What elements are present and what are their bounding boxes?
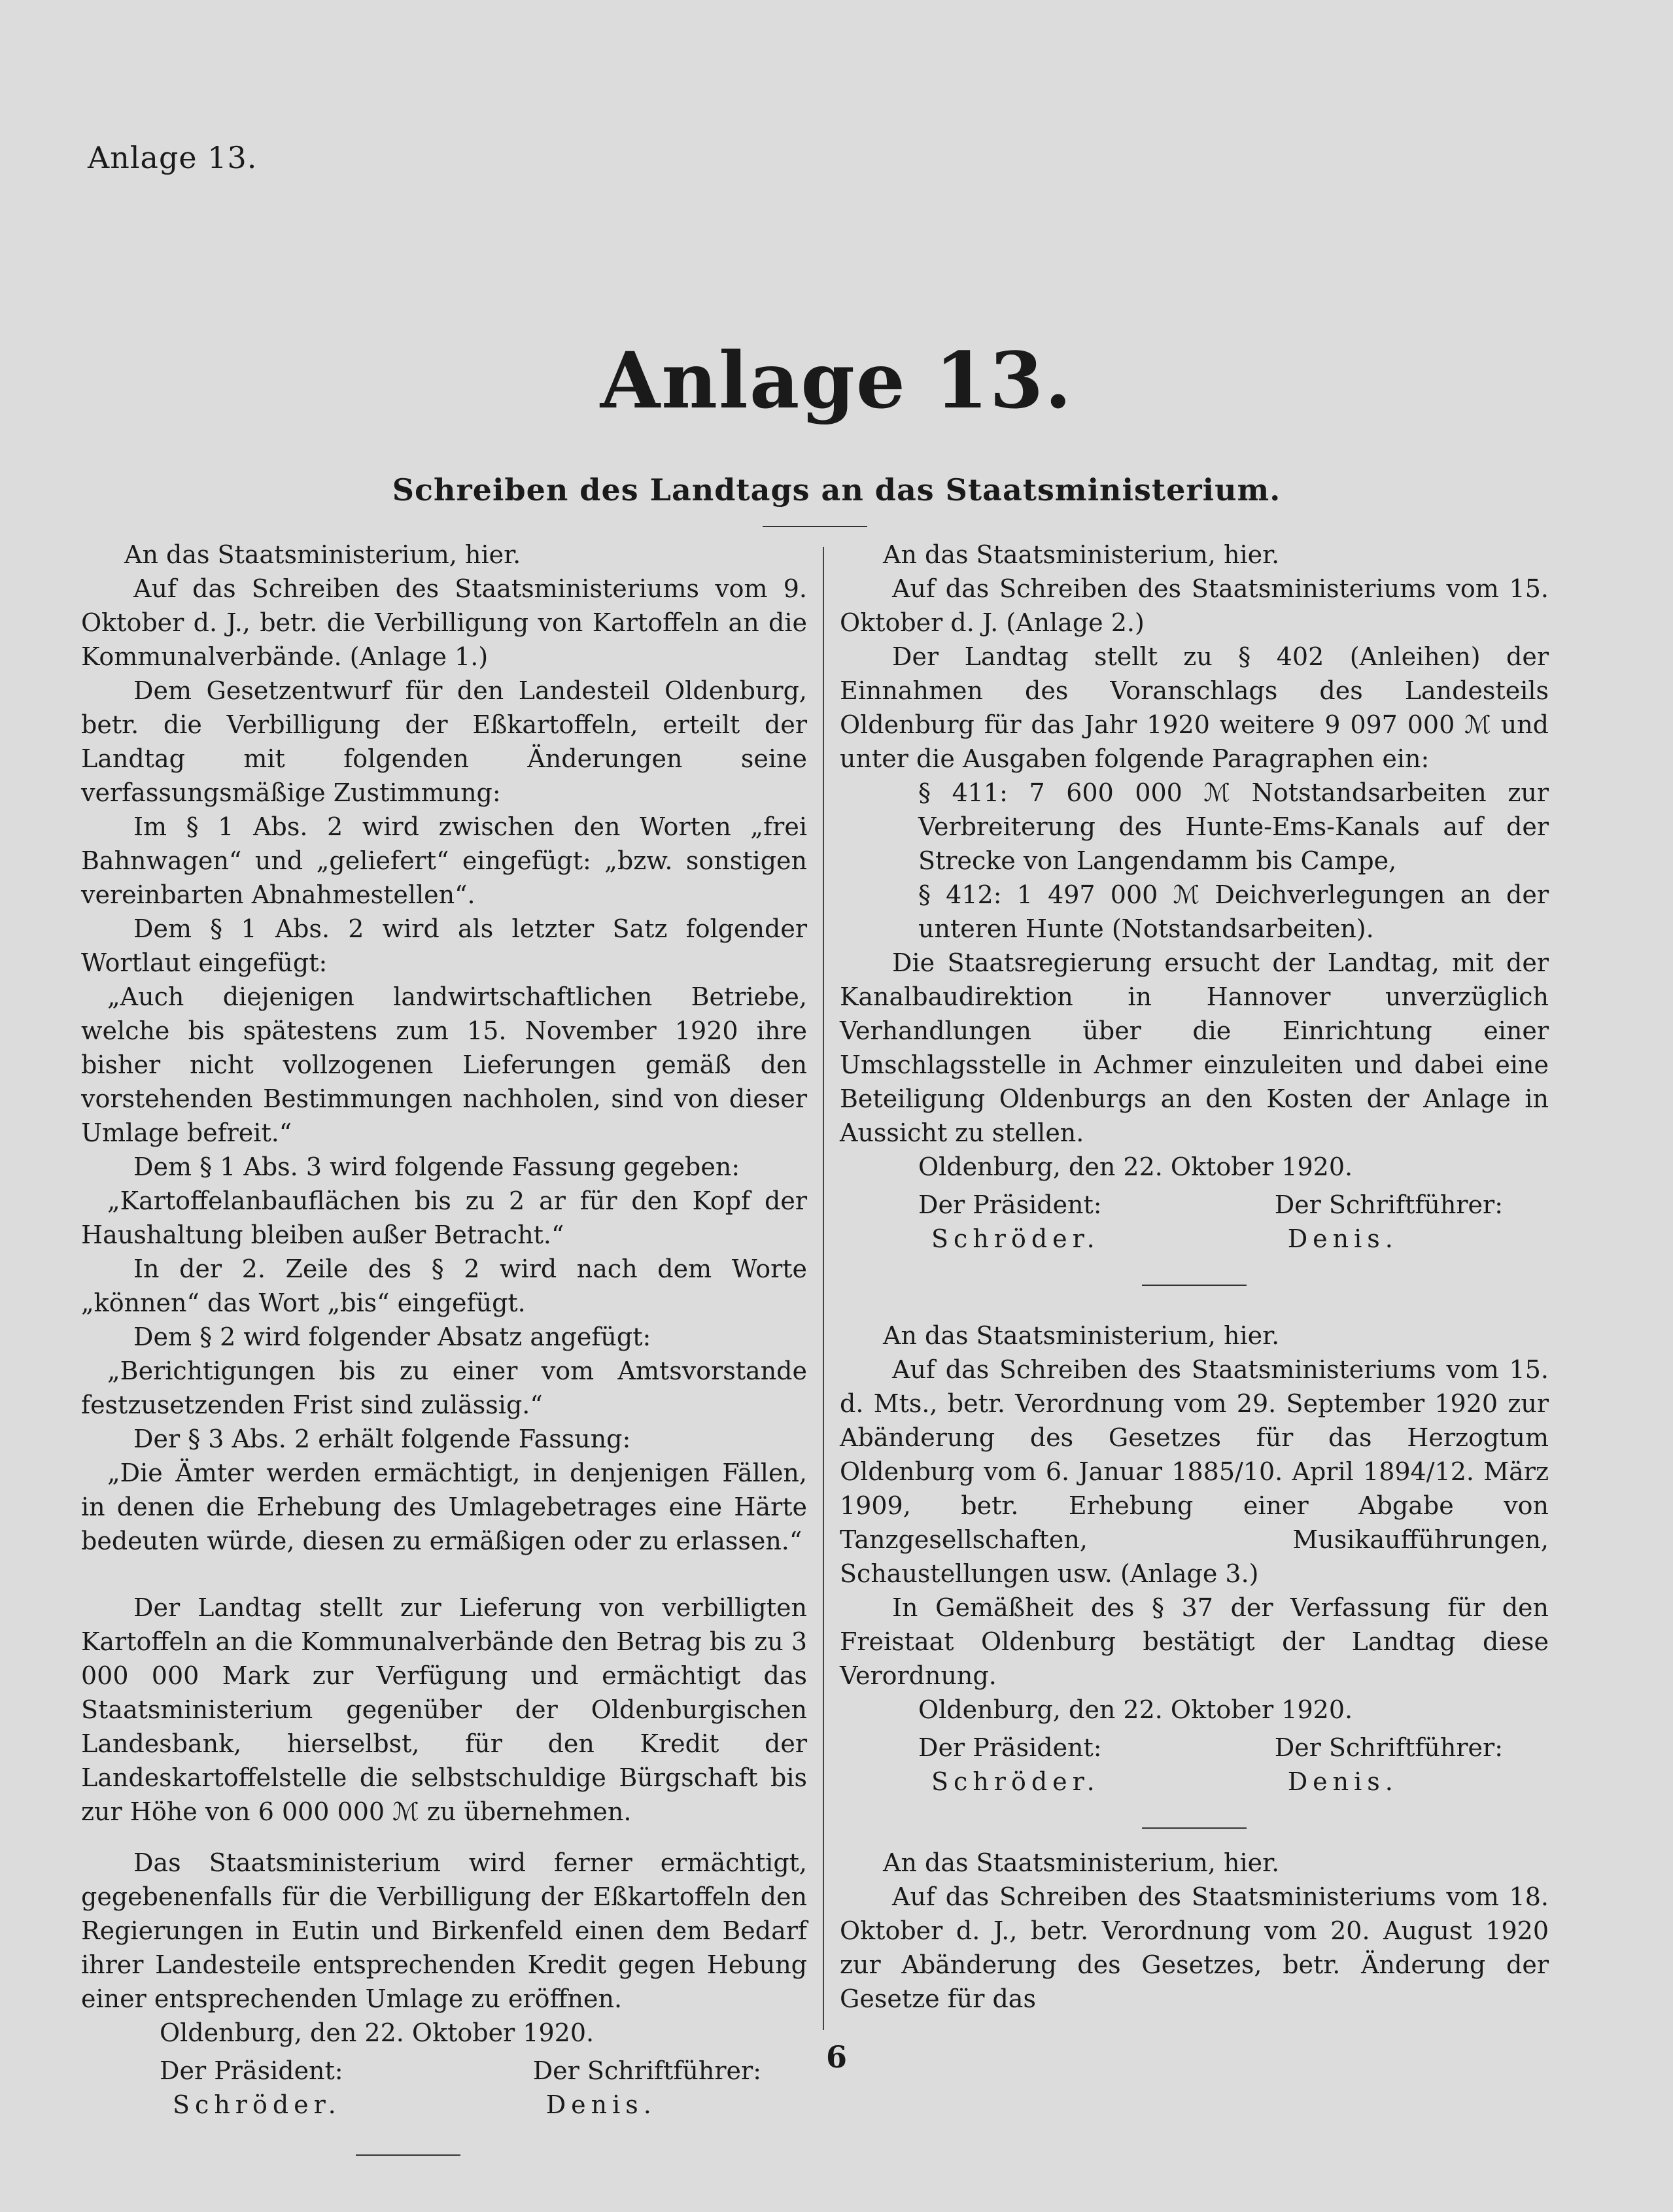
section-divider (356, 2154, 460, 2156)
quotation: „Die Ämter werden ermächtigt, in denjenigen Fällen, in denen die Erhebung des Umlagebetrages eine Härte bedeuten würde, diesen zu ermäßigen oder zu erlassen.“ (81, 1459, 807, 1555)
running-head: Anlage 13. (88, 140, 258, 175)
president-name: Schröder. (931, 1767, 1100, 1796)
address-line: An das Staatsministerium, hier. (124, 540, 521, 569)
president-name: Schröder. (931, 1224, 1100, 1253)
paragraph: Dem Gesetzentwurf für den Landesteil Oldenburg, betr. die Verbilligung der Eßkartoffeln, erteilt der Landtag mit folgenden Änderungen seine verfassungsmäßige Zustimmung: (81, 676, 807, 807)
paragraph: Der Landtag stellt zu § 402 (Anleihen) der Einnahmen des Voranschlags des Landesteils Oldenburg für das Jahr 1920 weitere 9 097 000 ℳ und unter die Ausgaben folgende Paragraphen ein: (840, 642, 1549, 773)
signature-block (840, 1188, 1549, 1256)
paragraph: Das Staatsministerium wird ferner ermächtigt, gegebenenfalls für die Verbilligung der Eßkartoffeln den Regierungen in Eutin und Birkenfeld einen dem Bedarf ihrer Landesteile entsprechenden Kredit gegen Hebung einer entsprechenden Umlage zu eröffnen. (81, 1848, 807, 2013)
paragraph: Auf das Schreiben des Staatsministeriums vom 15. d. Mts., betr. Verordnung vom 29. September 1920 zur Abänderung des Gesetzes für das Herzogtum Oldenburg vom 6. Januar 1885/10. April 1894/12. März 1909, betr. Erhebung einer Abgabe von Tanzgesellschaften, Musikaufführungen, Schaustellungen usw. (Anlage 3.) (840, 1355, 1549, 1588)
column-divider (823, 547, 824, 2030)
paragraph: Auf das Schreiben des Staatsministeriums vom 9. Oktober d. J., betr. die Verbilligung von Kartoffeln an die Kommunalverbände. (Anlage 1.) (81, 574, 807, 671)
left-column (81, 538, 807, 2156)
right-column (840, 538, 1549, 2016)
quotation: „Berichtigungen bis zu einer vom Amtsvorstande festzusetzenden Frist sind zulässig.“ (81, 1357, 807, 1419)
quotation: „Kartoffelanbauflächen bis zu 2 ar für den Kopf der Haushaltung bleiben außer Betracht.“ (81, 1186, 807, 1249)
budget-item: § 412: 1 497 000 ℳ Deichverlegungen an der unteren Hunte (Notstandsarbeiten). (918, 880, 1549, 943)
signature-date: Oldenburg, den 22. Oktober 1920. (160, 2018, 595, 2047)
spacer (840, 1286, 1549, 1319)
president-name: Schröder. (173, 2090, 341, 2119)
paragraph: Auf das Schreiben des Staatsministeriums vom 15. Oktober d. J. (Anlage 2.) (840, 574, 1549, 637)
secretary-label: Der Schriftführer: (532, 2056, 761, 2085)
address-line: An das Staatsministerium, hier. (883, 1321, 1280, 1350)
secretary-name: Denis. (545, 2090, 657, 2119)
signature-block (840, 1731, 1549, 1799)
paragraph: Im § 1 Abs. 2 wird zwischen den Worten „frei Bahnwagen“ und „geliefert“ eingefügt: „bzw. sonstigen vereinbarten Abnahmestellen“. (81, 812, 807, 909)
paragraph: Dem § 2 wird folgender Absatz angefügt: (133, 1322, 651, 1351)
title-divider (763, 526, 867, 527)
paragraph: In der 2. Zeile des § 2 wird nach dem Worte „können“ das Wort „bis“ eingefügt. (81, 1254, 807, 1317)
secretary-signature (1275, 1731, 1503, 1799)
secretary-signature (1275, 1188, 1503, 1256)
president-label: Der Präsident: (918, 1733, 1102, 1762)
paragraph: In Gemäßheit des § 37 der Verfassung für den Freistaat Oldenburg bestätigt der Landtag diese Verordnung. (840, 1593, 1549, 1690)
paragraph: Die Staatsregierung ersucht der Landtag, mit der Kanalbaudirektion in Hannover unverzüglich Verhandlungen über die Einrichtung einer Umschlagsstelle in Achmer einzuleiten und dabei eine Beteiligung Oldenburgs an den Kosten der Anlage in Aussicht zu stellen. (840, 948, 1549, 1147)
spacer (81, 1829, 807, 1846)
paragraph: Auf das Schreiben des Staatsministeriums vom 18. Oktober d. J., betr. Verordnung vom 20. August 1920 zur Abänderung des Gesetzes, betr. Änderung der Gesetze für das (840, 1882, 1549, 2013)
budget-item: § 411: 7 600 000 ℳ Notstandsarbeiten zur Verbreiterung des Hunte-Ems-Kanals auf der Strecke von Langendamm bis Campe, (918, 778, 1549, 875)
quotation: „Auch diejenigen landwirtschaftlichen Betriebe, welche bis spätestens zum 15. November 1920 ihre bisher nicht vollzogenen Lieferungen gemäß den vorstehenden Bestimmungen nachholen, sind von dieser Umlage befreit.“ (81, 982, 807, 1147)
page-number: 6 (825, 2039, 847, 2075)
paragraph: Der § 3 Abs. 2 erhält folgende Fassung: (133, 1425, 631, 1453)
president-label: Der Präsident: (918, 1190, 1102, 1219)
secretary-name: Denis. (1287, 1767, 1398, 1796)
paragraph: Der Landtag stellt zur Lieferung von verbilligten Kartoffeln an die Kommunalverbände den Betrag bis zu 3 000 000 Mark zur Verfügung und ermächtigt das Staatsministerium gegenüber der Oldenburgischen Landesbank, hierselbst, für den Kredit der Landeskartoffelstelle die selbstschuldige Bürgschaft bis zur Höhe von 6 000 000 ℳ zu übernehmen. (81, 1593, 807, 1826)
spacer (81, 1558, 807, 1591)
president-label: Der Präsident: (160, 2056, 343, 2085)
signature-date: Oldenburg, den 22. Oktober 1920. (918, 1152, 1353, 1181)
secretary-label: Der Schriftführer: (1274, 1733, 1503, 1762)
address-line: An das Staatsministerium, hier. (883, 540, 1280, 569)
page-subtitle: Schreiben des Landtags an das Staatsministerium. (392, 472, 1281, 508)
secretary-label: Der Schriftführer: (1274, 1190, 1503, 1219)
signature-date: Oldenburg, den 22. Oktober 1920. (918, 1695, 1353, 1724)
address-line: An das Staatsministerium, hier. (883, 1848, 1280, 1877)
paragraph: Dem § 1 Abs. 2 wird als letzter Satz folgender Wortlaut eingefügt: (81, 914, 807, 977)
paragraph: Dem § 1 Abs. 3 wird folgende Fassung gegeben: (133, 1152, 740, 1181)
president-signature (918, 1731, 1102, 1799)
spacer (840, 1829, 1549, 1846)
president-signature (918, 1188, 1102, 1256)
page-title: Anlage 13. (600, 335, 1073, 426)
secretary-name: Denis. (1287, 1224, 1398, 1253)
